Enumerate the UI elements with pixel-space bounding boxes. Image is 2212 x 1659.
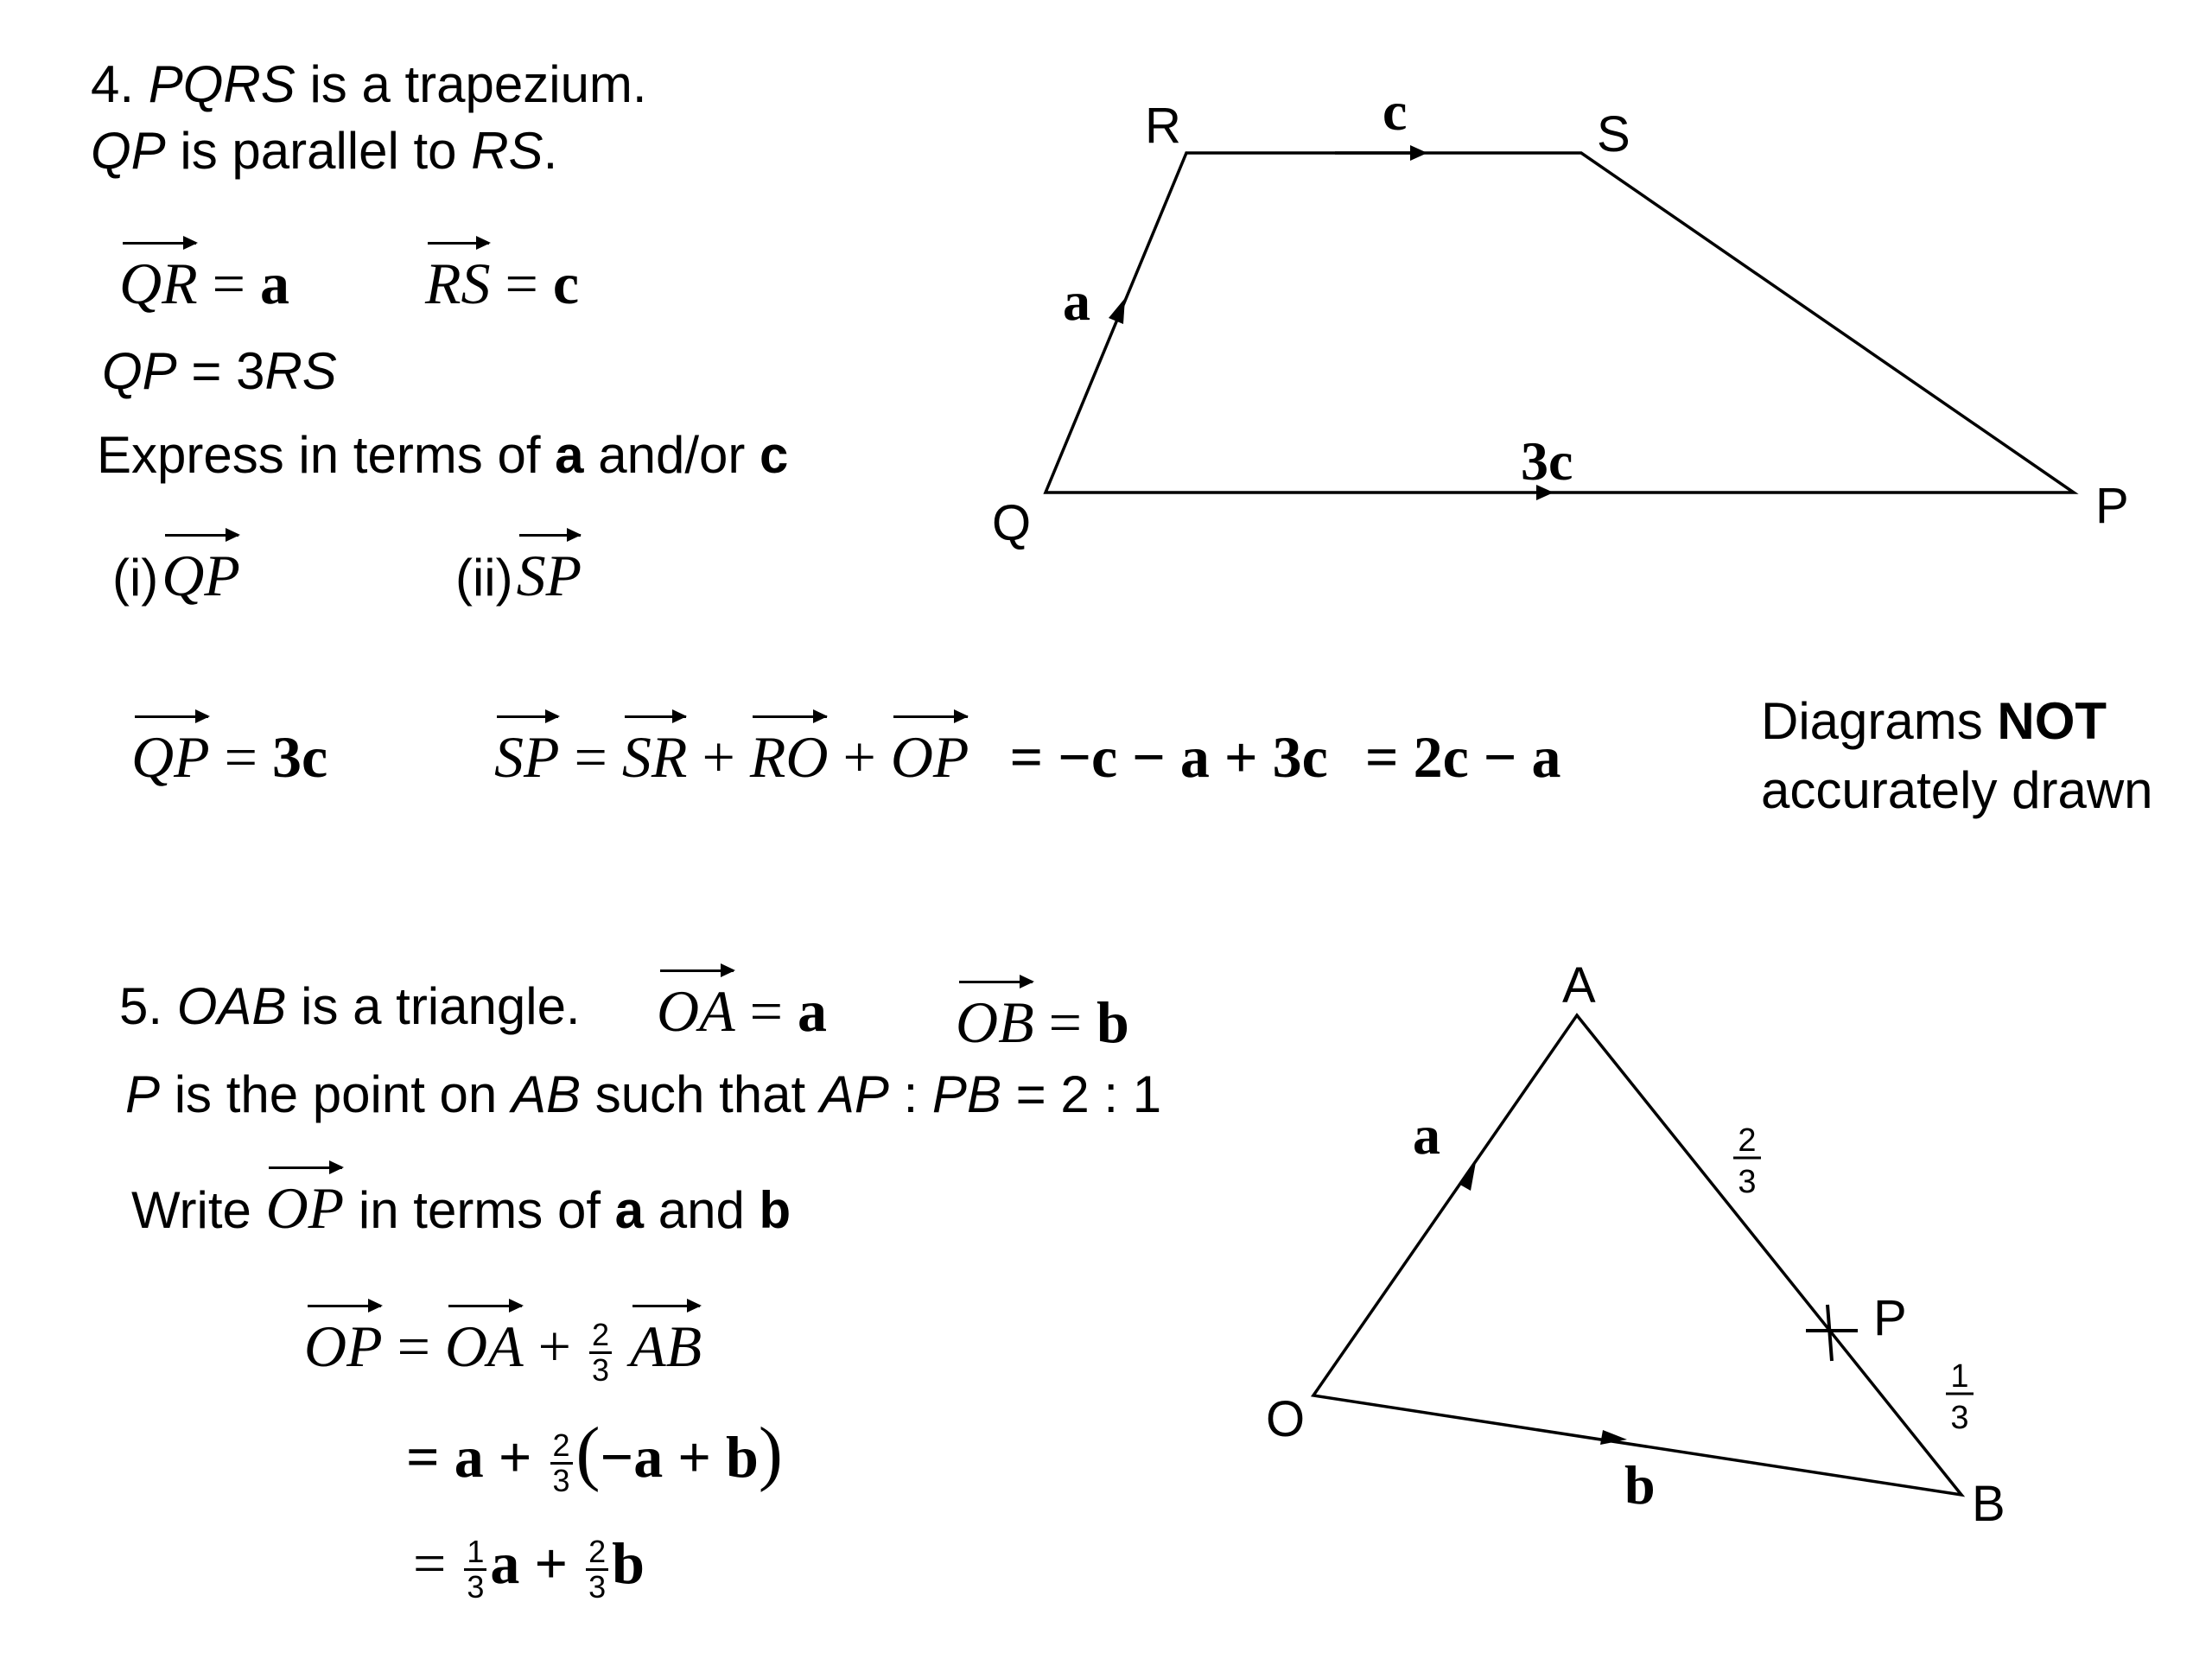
- q5-vec-ob-value: b: [1096, 989, 1129, 1055]
- q4-express-and: and/or: [598, 426, 746, 484]
- q4-express-text: Express in terms of: [97, 426, 541, 484]
- trapezium-label-3c: 3c: [1521, 430, 1573, 492]
- q5-write-b: b: [759, 1181, 791, 1239]
- trapezium-label-r: R: [1145, 98, 1181, 154]
- q5-number: 5.: [119, 977, 163, 1035]
- q4-line2-rs: RS: [471, 122, 543, 180]
- triangle-label-a: A: [1562, 957, 1596, 1014]
- q5-p-ab: AB: [511, 1065, 582, 1123]
- q4-line1-rest: is a trapezium.: [309, 55, 647, 113]
- q5-working-plus1: +: [537, 1313, 572, 1379]
- q4-shape-name: PQRS: [148, 55, 296, 113]
- q4-answer-ii-step1: = −c − a + 3c: [1009, 724, 1328, 790]
- trapezium-arrow-rs-head: [1410, 145, 1427, 161]
- triangle-outline: [1313, 1015, 1961, 1495]
- q4-vector-rs-definition: RS = c: [425, 233, 579, 313]
- q5-working-line3-a: a +: [490, 1530, 569, 1596]
- q5-working-frac4: $\frac{2}{3}$: [586, 1535, 608, 1604]
- q4-relation-lhs: QP: [102, 342, 177, 400]
- triangle-label-vec-b: b: [1624, 1454, 1656, 1516]
- q5-shape-name: OAB: [176, 977, 287, 1035]
- trapezium-label-s: S: [1597, 106, 1630, 162]
- q4-vec-qr-value: a: [260, 251, 290, 316]
- diagram-note-not: NOT: [1997, 692, 2107, 750]
- triangle-diagram: [1266, 957, 2005, 1532]
- q5-working-frac3: $\frac{1}{3}$: [464, 1535, 486, 1604]
- q5-working-eq1: =: [397, 1313, 431, 1379]
- q5-working-line2-inner: −a + b: [600, 1424, 759, 1490]
- trapezium-diagram: [992, 80, 2129, 551]
- q5-vector-oa-definition: OA = a: [657, 961, 827, 1040]
- q5-p-colon: :: [903, 1065, 918, 1123]
- q5-working-vec-oa: OA: [445, 1296, 524, 1376]
- q5-working-paren-close: ): [758, 1413, 783, 1493]
- q5-vec-ob: OB: [956, 972, 1034, 1052]
- q4-line2-dot: .: [543, 122, 558, 180]
- q5-working-line3-b: b: [612, 1530, 645, 1596]
- triangle-frac-upper-den: 3: [1738, 1164, 1757, 1200]
- diagram-note-diagrams: Diagrams: [1761, 692, 1983, 750]
- q4-answer-ii-vec-op: OP: [891, 707, 969, 786]
- q5-write-text: Write: [131, 1181, 251, 1239]
- q5-working-paren-open: (: [575, 1413, 601, 1493]
- q5-working-vec-op: OP: [304, 1296, 383, 1376]
- trapezium-label-c: c: [1382, 80, 1408, 142]
- q5-working-vec-ab: AB: [630, 1296, 702, 1376]
- q5-line1-rest: is a triangle.: [301, 977, 581, 1035]
- triangle-fraction-upper: [1733, 1122, 1761, 1200]
- q4-answer-i-vec: QP: [131, 707, 210, 786]
- q4-answer-ii-vec-ro: RO: [750, 707, 829, 786]
- triangle-fraction-lower: [1946, 1358, 1974, 1436]
- trapezium-label-a: a: [1063, 270, 1090, 332]
- q4-part-ii-label: (ii): [455, 549, 513, 607]
- q4-answer-ii-plus1: +: [702, 724, 735, 790]
- trapezium-label-q: Q: [992, 495, 1032, 551]
- q4-answer-ii-eq: =: [574, 724, 607, 790]
- q5-write-a: a: [614, 1181, 645, 1239]
- q4-answer-i-eq: =: [224, 724, 258, 790]
- q4-part-i-vec: QP: [162, 525, 240, 605]
- q4-line2-qp: QP: [91, 122, 166, 180]
- q4-express-a: a: [555, 426, 584, 484]
- q5-vector-ob-definition: OB = b: [956, 972, 1129, 1052]
- q5-p-text1: is the point on: [174, 1065, 498, 1123]
- q5-working-frac1: $\frac{2}{3}$: [589, 1319, 612, 1387]
- q4-number: 4.: [91, 55, 135, 113]
- q5-write-vec: OP: [266, 1158, 345, 1237]
- q5-write-and: and: [658, 1181, 745, 1239]
- q4-answer-ii-vec-sr: SR: [622, 707, 688, 786]
- q5-write-rest: in terms of: [358, 1181, 601, 1239]
- q4-vector-qr-definition: QR = a: [119, 233, 289, 313]
- q5-p-text2: such that: [594, 1065, 806, 1123]
- q4-express-c: c: [760, 426, 789, 484]
- triangle-frac-upper-num: 2: [1738, 1122, 1757, 1159]
- q5-working-eq3: =: [413, 1530, 447, 1596]
- q4-part-ii-vec: SP: [517, 525, 582, 605]
- q5-vec-oa-value: a: [798, 978, 828, 1044]
- diagram-note-line2: accurately drawn: [1761, 761, 2153, 819]
- q4-vec-rs: RS: [425, 233, 491, 313]
- triangle-arrow-oa-head: [1459, 1162, 1476, 1191]
- q4-relation-eq: = 3: [191, 342, 265, 400]
- q4-part-i-label: (i): [112, 549, 159, 607]
- q5-p: P: [125, 1065, 161, 1123]
- q4-answer-i-value: 3c: [272, 724, 328, 790]
- triangle-label-o: O: [1266, 1391, 1306, 1447]
- q5-p-ap: AP: [819, 1065, 889, 1123]
- q4-relation-rhs: RS: [264, 342, 337, 400]
- q4-answer-ii-vec-sp: SP: [494, 707, 560, 786]
- triangle-frac-lower-den: 3: [1950, 1400, 1969, 1436]
- q5-vec-oa: OA: [657, 961, 735, 1040]
- q4-answer-ii-step2: = 2c − a: [1364, 724, 1561, 790]
- q5-working-line2-start: = a +: [406, 1424, 532, 1490]
- triangle-frac-lower-num: 1: [1950, 1358, 1969, 1395]
- q4-vec-qr: QR: [119, 233, 198, 313]
- trapezium-arrow-qr-head: [1109, 298, 1125, 324]
- q5-p-ratio: = 2 : 1: [1015, 1065, 1162, 1123]
- q4-vec-rs-value: c: [552, 251, 580, 316]
- q5-p-pb: PB: [931, 1065, 1001, 1123]
- trapezium-label-p: P: [2095, 478, 2129, 534]
- q4-answer-ii-plus2: +: [842, 724, 876, 790]
- q5-working-frac2: $\frac{2}{3}$: [550, 1429, 573, 1497]
- triangle-label-p: P: [1873, 1290, 1907, 1346]
- triangle-label-vec-a: a: [1413, 1104, 1440, 1166]
- triangle-label-b: B: [1972, 1476, 2005, 1532]
- q4-line2-text: is parallel to: [180, 122, 457, 180]
